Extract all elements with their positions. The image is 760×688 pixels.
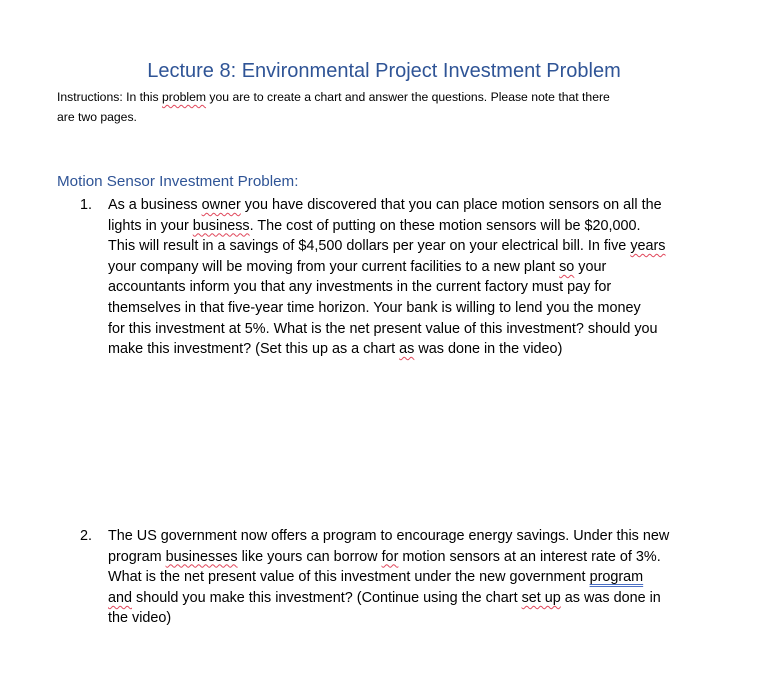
text: your [574, 258, 607, 275]
question-line [108, 195, 720, 216]
text: like yours can borrow [237, 548, 382, 565]
text: make this investment? (Set this up as a chart [108, 341, 400, 358]
question-line [108, 257, 720, 278]
text: was done in the video) [414, 341, 563, 358]
question-line [108, 547, 720, 568]
question-1 [80, 195, 720, 360]
instructions [57, 87, 747, 127]
spelling-flag[interactable]: set up [521, 589, 561, 606]
spelling-flag[interactable]: for [381, 548, 399, 565]
grammar-flag[interactable]: program [589, 569, 644, 586]
spelling-flag[interactable]: as [399, 341, 415, 358]
list-number: 2. [80, 528, 93, 544]
text: As a business [108, 197, 202, 213]
instructions-text: Instructions: In this [57, 90, 162, 104]
question-line: for this investment at 5%. What is the net present value of this investment? should you [108, 320, 658, 337]
instructions-line-2: are two pages. [57, 110, 137, 124]
spelling-flag[interactable]: owner [201, 197, 241, 213]
spelling-flag[interactable]: business [192, 217, 250, 234]
question-2 [80, 526, 720, 629]
question-line: accountants inform you that any investments in the current factory must pay for [108, 279, 612, 296]
question-line [108, 339, 720, 360]
instructions-text: you are to create a chart and answer the questions. Please note that there [206, 90, 610, 104]
spelling-flag[interactable]: problem [162, 90, 207, 104]
spelling-flag[interactable]: businesses [165, 548, 238, 565]
text: should you make this investment? (Continue using the chart [132, 589, 522, 606]
section-heading: Motion Sensor Investment Problem: [57, 173, 299, 190]
question-line [108, 567, 720, 588]
text: as was done in [560, 589, 661, 606]
text: program [108, 548, 166, 565]
text: What is the net present value of this investment under the new government [108, 569, 590, 586]
question-line [108, 216, 720, 237]
spelling-flag[interactable]: so [559, 258, 575, 275]
text: lights in your [108, 217, 193, 234]
list-number: 1. [80, 197, 93, 213]
spelling-flag[interactable]: and [108, 589, 133, 606]
text: . The cost of putting on these motion sensors will be $20,000. [249, 217, 641, 234]
text: your company will be moving from your current facilities to a new plant [108, 258, 560, 275]
page-title: Lecture 8: Environmental Project Investment Problem [147, 60, 621, 82]
question-line [108, 236, 720, 257]
question-line: The US government now offers a program to encourage energy savings. Under this new [108, 528, 670, 544]
instructions-line-1 [57, 87, 747, 107]
question-line: themselves in that five-year time horizon. Your bank is willing to lend you the money [108, 299, 641, 316]
question-line: the video) [108, 610, 172, 627]
text: you have discovered that you can place motion sensors on all the [240, 197, 662, 213]
text: motion sensors at an interest rate of 3%. [398, 548, 661, 565]
question-line [108, 588, 720, 609]
spelling-flag[interactable]: years [630, 238, 666, 255]
text: This will result in a savings of $4,500 dollars per year on your electrical bill. In five [108, 238, 631, 255]
